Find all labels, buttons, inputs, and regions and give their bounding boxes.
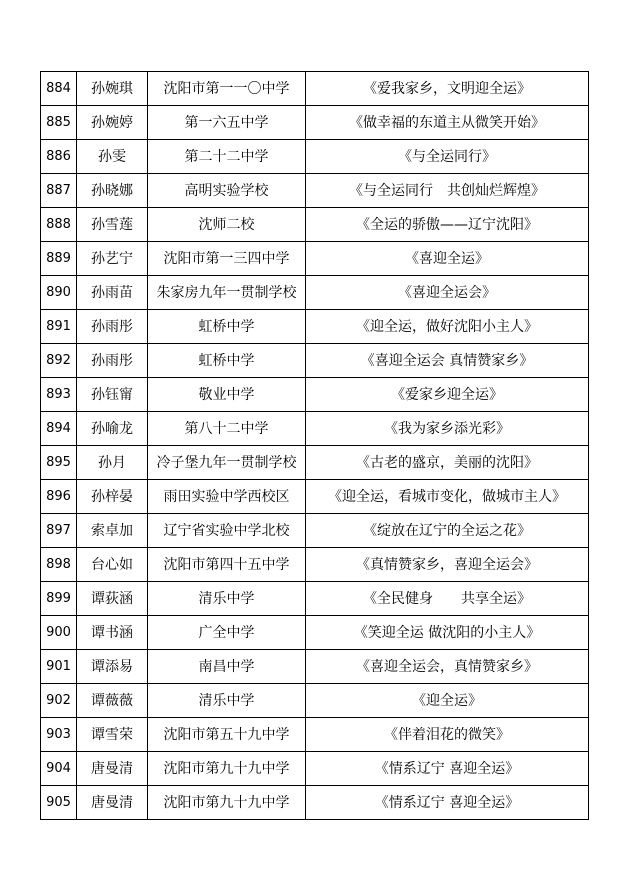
school-name: 沈阳市第九十九中学 bbox=[148, 752, 306, 786]
entry-number: 890 bbox=[41, 276, 77, 310]
entry-number: 894 bbox=[41, 412, 77, 446]
student-name: 谭薇薇 bbox=[77, 684, 148, 718]
school-name: 高明实验学校 bbox=[148, 174, 306, 208]
table-row bbox=[41, 684, 589, 718]
student-name: 索卓加 bbox=[77, 514, 148, 548]
entry-number: 884 bbox=[41, 72, 77, 106]
student-name: 孙晓娜 bbox=[77, 174, 148, 208]
school-name: 冷子堡九年一贯制学校 bbox=[148, 446, 306, 480]
table-row bbox=[41, 208, 589, 242]
school-name: 清乐中学 bbox=[148, 582, 306, 616]
work-title: 《笑迎全运 做沈阳的小主人》 bbox=[306, 616, 589, 650]
student-name: 孙婉琪 bbox=[77, 72, 148, 106]
work-title: 《做幸福的东道主从微笑开始》 bbox=[306, 106, 589, 140]
school-name: 雨田实验中学西校区 bbox=[148, 480, 306, 514]
table-row bbox=[41, 378, 589, 412]
school-name: 沈阳市第九十九中学 bbox=[148, 786, 306, 820]
work-title: 《喜迎全运会》 bbox=[306, 276, 589, 310]
entry-number: 901 bbox=[41, 650, 77, 684]
table-row bbox=[41, 650, 589, 684]
entry-number: 900 bbox=[41, 616, 77, 650]
table-row bbox=[41, 616, 589, 650]
school-name: 第二十二中学 bbox=[148, 140, 306, 174]
student-name: 孙婉婷 bbox=[77, 106, 148, 140]
school-name: 沈阳市第一三四中学 bbox=[148, 242, 306, 276]
school-name: 沈阳市第五十九中学 bbox=[148, 718, 306, 752]
school-name: 第一六五中学 bbox=[148, 106, 306, 140]
student-name: 孙喻龙 bbox=[77, 412, 148, 446]
entry-number: 904 bbox=[41, 752, 77, 786]
entry-number: 891 bbox=[41, 310, 77, 344]
work-title: 《情系辽宁 喜迎全运》 bbox=[306, 786, 589, 820]
table-row bbox=[41, 310, 589, 344]
work-title: 《喜迎全运会 真情赞家乡》 bbox=[306, 344, 589, 378]
table-row bbox=[41, 480, 589, 514]
student-name: 谭雪荣 bbox=[77, 718, 148, 752]
entries-table bbox=[40, 71, 589, 820]
work-title: 《全运的骄傲——辽宁沈阳》 bbox=[306, 208, 589, 242]
table-body bbox=[41, 72, 589, 820]
entry-number: 887 bbox=[41, 174, 77, 208]
work-title: 《迎全运，做好沈阳小主人》 bbox=[306, 310, 589, 344]
table-row bbox=[41, 242, 589, 276]
student-name: 孙雪莲 bbox=[77, 208, 148, 242]
student-name: 唐曼清 bbox=[77, 786, 148, 820]
student-name: 孙雨彤 bbox=[77, 310, 148, 344]
student-name: 台心如 bbox=[77, 548, 148, 582]
work-title: 《爱家乡迎全运》 bbox=[306, 378, 589, 412]
student-name: 孙雨苗 bbox=[77, 276, 148, 310]
table-row bbox=[41, 786, 589, 820]
table-row bbox=[41, 752, 589, 786]
school-name: 沈师二校 bbox=[148, 208, 306, 242]
student-name: 孙月 bbox=[77, 446, 148, 480]
student-name: 唐曼清 bbox=[77, 752, 148, 786]
school-name: 第八十二中学 bbox=[148, 412, 306, 446]
student-name: 谭荻涵 bbox=[77, 582, 148, 616]
work-title: 《真情赞家乡，喜迎全运会》 bbox=[306, 548, 589, 582]
entry-number: 905 bbox=[41, 786, 77, 820]
student-name: 谭添易 bbox=[77, 650, 148, 684]
school-name: 沈阳市第四十五中学 bbox=[148, 548, 306, 582]
school-name: 沈阳市第一一〇中学 bbox=[148, 72, 306, 106]
work-title: 《迎全运》 bbox=[306, 684, 589, 718]
school-name: 朱家房九年一贯制学校 bbox=[148, 276, 306, 310]
entry-number: 899 bbox=[41, 582, 77, 616]
work-title: 《我为家乡添光彩》 bbox=[306, 412, 589, 446]
work-title: 《情系辽宁 喜迎全运》 bbox=[306, 752, 589, 786]
work-title: 《全民健身 共享全运》 bbox=[306, 582, 589, 616]
entry-number: 895 bbox=[41, 446, 77, 480]
student-name: 孙艺宁 bbox=[77, 242, 148, 276]
entry-number: 903 bbox=[41, 718, 77, 752]
school-name: 虹桥中学 bbox=[148, 344, 306, 378]
student-name: 孙钰甯 bbox=[77, 378, 148, 412]
entry-number: 902 bbox=[41, 684, 77, 718]
student-name: 孙雨彤 bbox=[77, 344, 148, 378]
school-name: 清乐中学 bbox=[148, 684, 306, 718]
work-title: 《与全运同行》 bbox=[306, 140, 589, 174]
entry-number: 896 bbox=[41, 480, 77, 514]
entry-number: 898 bbox=[41, 548, 77, 582]
work-title: 《喜迎全运》 bbox=[306, 242, 589, 276]
school-name: 广全中学 bbox=[148, 616, 306, 650]
entry-number: 886 bbox=[41, 140, 77, 174]
work-title: 《喜迎全运会，真情赞家乡》 bbox=[306, 650, 589, 684]
work-title: 《与全运同行 共创灿烂辉煌》 bbox=[306, 174, 589, 208]
school-name: 南昌中学 bbox=[148, 650, 306, 684]
school-name: 敬业中学 bbox=[148, 378, 306, 412]
table-row bbox=[41, 276, 589, 310]
table-row bbox=[41, 446, 589, 480]
table-row bbox=[41, 344, 589, 378]
student-name: 孙梓晏 bbox=[77, 480, 148, 514]
table-row bbox=[41, 174, 589, 208]
table-row bbox=[41, 106, 589, 140]
work-title: 《迎全运，看城市变化，做城市主人》 bbox=[306, 480, 589, 514]
work-title: 《绽放在辽宁的全运之花》 bbox=[306, 514, 589, 548]
table-row bbox=[41, 718, 589, 752]
school-name: 辽宁省实验中学北校 bbox=[148, 514, 306, 548]
table-row bbox=[41, 140, 589, 174]
entry-number: 888 bbox=[41, 208, 77, 242]
entry-number: 892 bbox=[41, 344, 77, 378]
entry-number: 897 bbox=[41, 514, 77, 548]
work-title: 《古老的盛京，美丽的沈阳》 bbox=[306, 446, 589, 480]
student-name: 孙雯 bbox=[77, 140, 148, 174]
table-row bbox=[41, 514, 589, 548]
school-name: 虹桥中学 bbox=[148, 310, 306, 344]
table-row bbox=[41, 548, 589, 582]
table-row bbox=[41, 412, 589, 446]
entry-number: 889 bbox=[41, 242, 77, 276]
entry-number: 885 bbox=[41, 106, 77, 140]
work-title: 《伴着泪花的微笑》 bbox=[306, 718, 589, 752]
table-row bbox=[41, 72, 589, 106]
student-name: 谭书涵 bbox=[77, 616, 148, 650]
table-row bbox=[41, 582, 589, 616]
entry-number: 893 bbox=[41, 378, 77, 412]
work-title: 《爱我家乡，文明迎全运》 bbox=[306, 72, 589, 106]
